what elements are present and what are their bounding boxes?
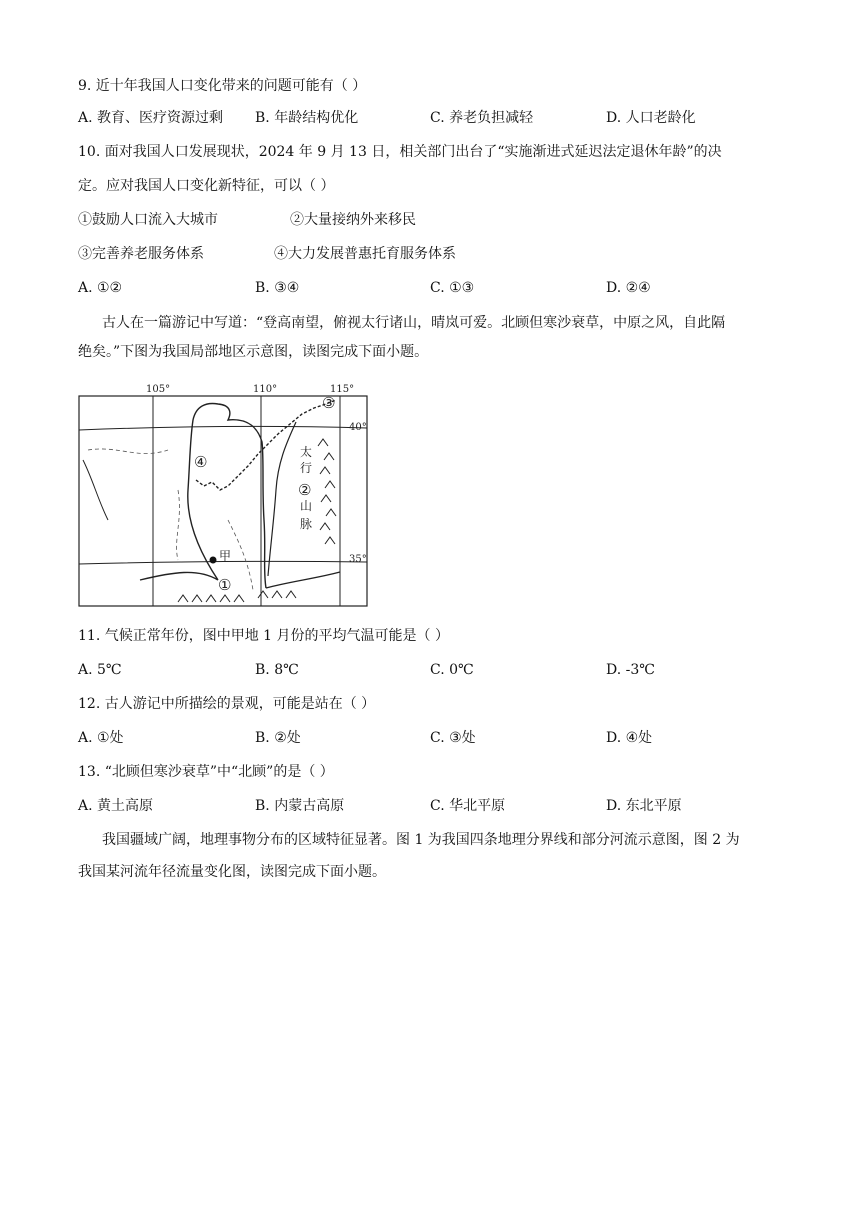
marker-4: ④ — [194, 453, 208, 471]
q13-option-a: A. 黄土高原 — [78, 798, 154, 814]
mountain-char-3: 山 — [300, 499, 313, 513]
river-west — [83, 460, 108, 520]
q11-option-b: B. 8℃ — [255, 662, 299, 678]
mountain-char-1: 太 — [300, 445, 313, 459]
q13-option-b: B. 内蒙古高原 — [255, 798, 345, 814]
mountain-char-4: 脉 — [300, 517, 313, 531]
q10-item-4: ④大力发展普惠托育服务体系 — [274, 246, 456, 262]
q10-option-c: C. ①③ — [430, 280, 475, 296]
q9-option-a: A. 教育、医疗资源过剩 — [78, 110, 224, 126]
q13-option-c: C. 华北平原 — [430, 798, 506, 814]
q11-option-d: D. -3℃ — [606, 662, 655, 678]
marker-2: ② — [298, 481, 312, 499]
q10-option-a: A. ①② — [78, 280, 123, 296]
q10-stem-line1: 10. 面对我国人口发展现状，2024 年 9 月 13 日，相关部门出台了“实施渐进式延迟法定退休年龄”的决 — [78, 144, 722, 160]
q13-option-d: D. 东北平原 — [606, 798, 682, 814]
lat-label-40: 40° — [349, 422, 367, 433]
q12-option-a: A. ①处 — [78, 730, 124, 746]
q12-option-c: C. ③处 — [430, 730, 476, 746]
passage2-line1: 我国疆域广阔，地理事物分布的区域特征显著。图 1 为我国四条地理分界线和部分河流示意图，图 2 为 — [102, 832, 740, 848]
marker-3: ③ — [322, 394, 336, 412]
q10-option-d: D. ②④ — [606, 280, 651, 296]
marker-1: ① — [218, 576, 232, 594]
q11-option-c: C. 0℃ — [430, 662, 474, 678]
q11-stem: 11. 气候正常年份，图中甲地 1 月份的平均气温可能是（ ） — [78, 628, 449, 644]
river-east — [268, 422, 296, 576]
lon-label-105: 105° — [146, 384, 171, 395]
regional-map — [78, 350, 368, 610]
lon-label-110: 110° — [253, 384, 278, 395]
q9-stem: 9. 近十年我国人口变化带来的问题可能有（ ） — [78, 78, 367, 94]
q10-stem-line2: 定。应对我国人口变化新特征，可以（ ） — [78, 178, 335, 194]
latitude-line-40 — [79, 426, 367, 430]
q10-option-b: B. ③④ — [255, 280, 300, 296]
passage1-line1: 古人在一篇游记中写道：“登高南望，俯视太行诸山，晴岚可爱。北顾但寒沙衰草，中原之风，自此隔 — [102, 315, 726, 331]
city-jia-dot — [210, 557, 217, 564]
q9-option-d: D. 人口老龄化 — [606, 110, 696, 126]
q11-option-a: A. 5℃ — [78, 662, 122, 678]
province-boundary-south — [228, 520, 253, 590]
q9-option-b: B. 年龄结构优化 — [255, 110, 359, 126]
q12-option-b: B. ②处 — [255, 730, 301, 746]
q12-option-d: D. ④处 — [606, 730, 653, 746]
province-boundary-west — [177, 490, 180, 560]
lon-label-115: 115° — [330, 384, 355, 395]
city-jia-label: 甲 — [219, 549, 232, 563]
q13-stem: 13. “北顾但寒沙衰草”中“北顾”的是（ ） — [78, 764, 334, 780]
lat-label-35: 35° — [349, 554, 367, 565]
great-wall — [196, 400, 336, 490]
q12-stem: 12. 古人游记中所描绘的景观，可能是站在（ ） — [78, 696, 376, 712]
province-boundary-north — [88, 449, 168, 454]
q10-item-2: ②大量接纳外来移民 — [290, 212, 416, 228]
passage2-line2: 我国某河流年径流量变化图，读图完成下面小题。 — [78, 864, 386, 880]
mountain-char-2: 行 — [300, 461, 313, 475]
q10-item-1: ①鼓励人口流入大城市 — [78, 212, 218, 228]
passage1-line2: 绝矣。”下图为我国局部地区示意图，读图完成下面小题。 — [78, 344, 429, 360]
q10-item-3: ③完善养老服务体系 — [78, 246, 204, 262]
q9-option-c: C. 养老负担减轻 — [430, 110, 534, 126]
